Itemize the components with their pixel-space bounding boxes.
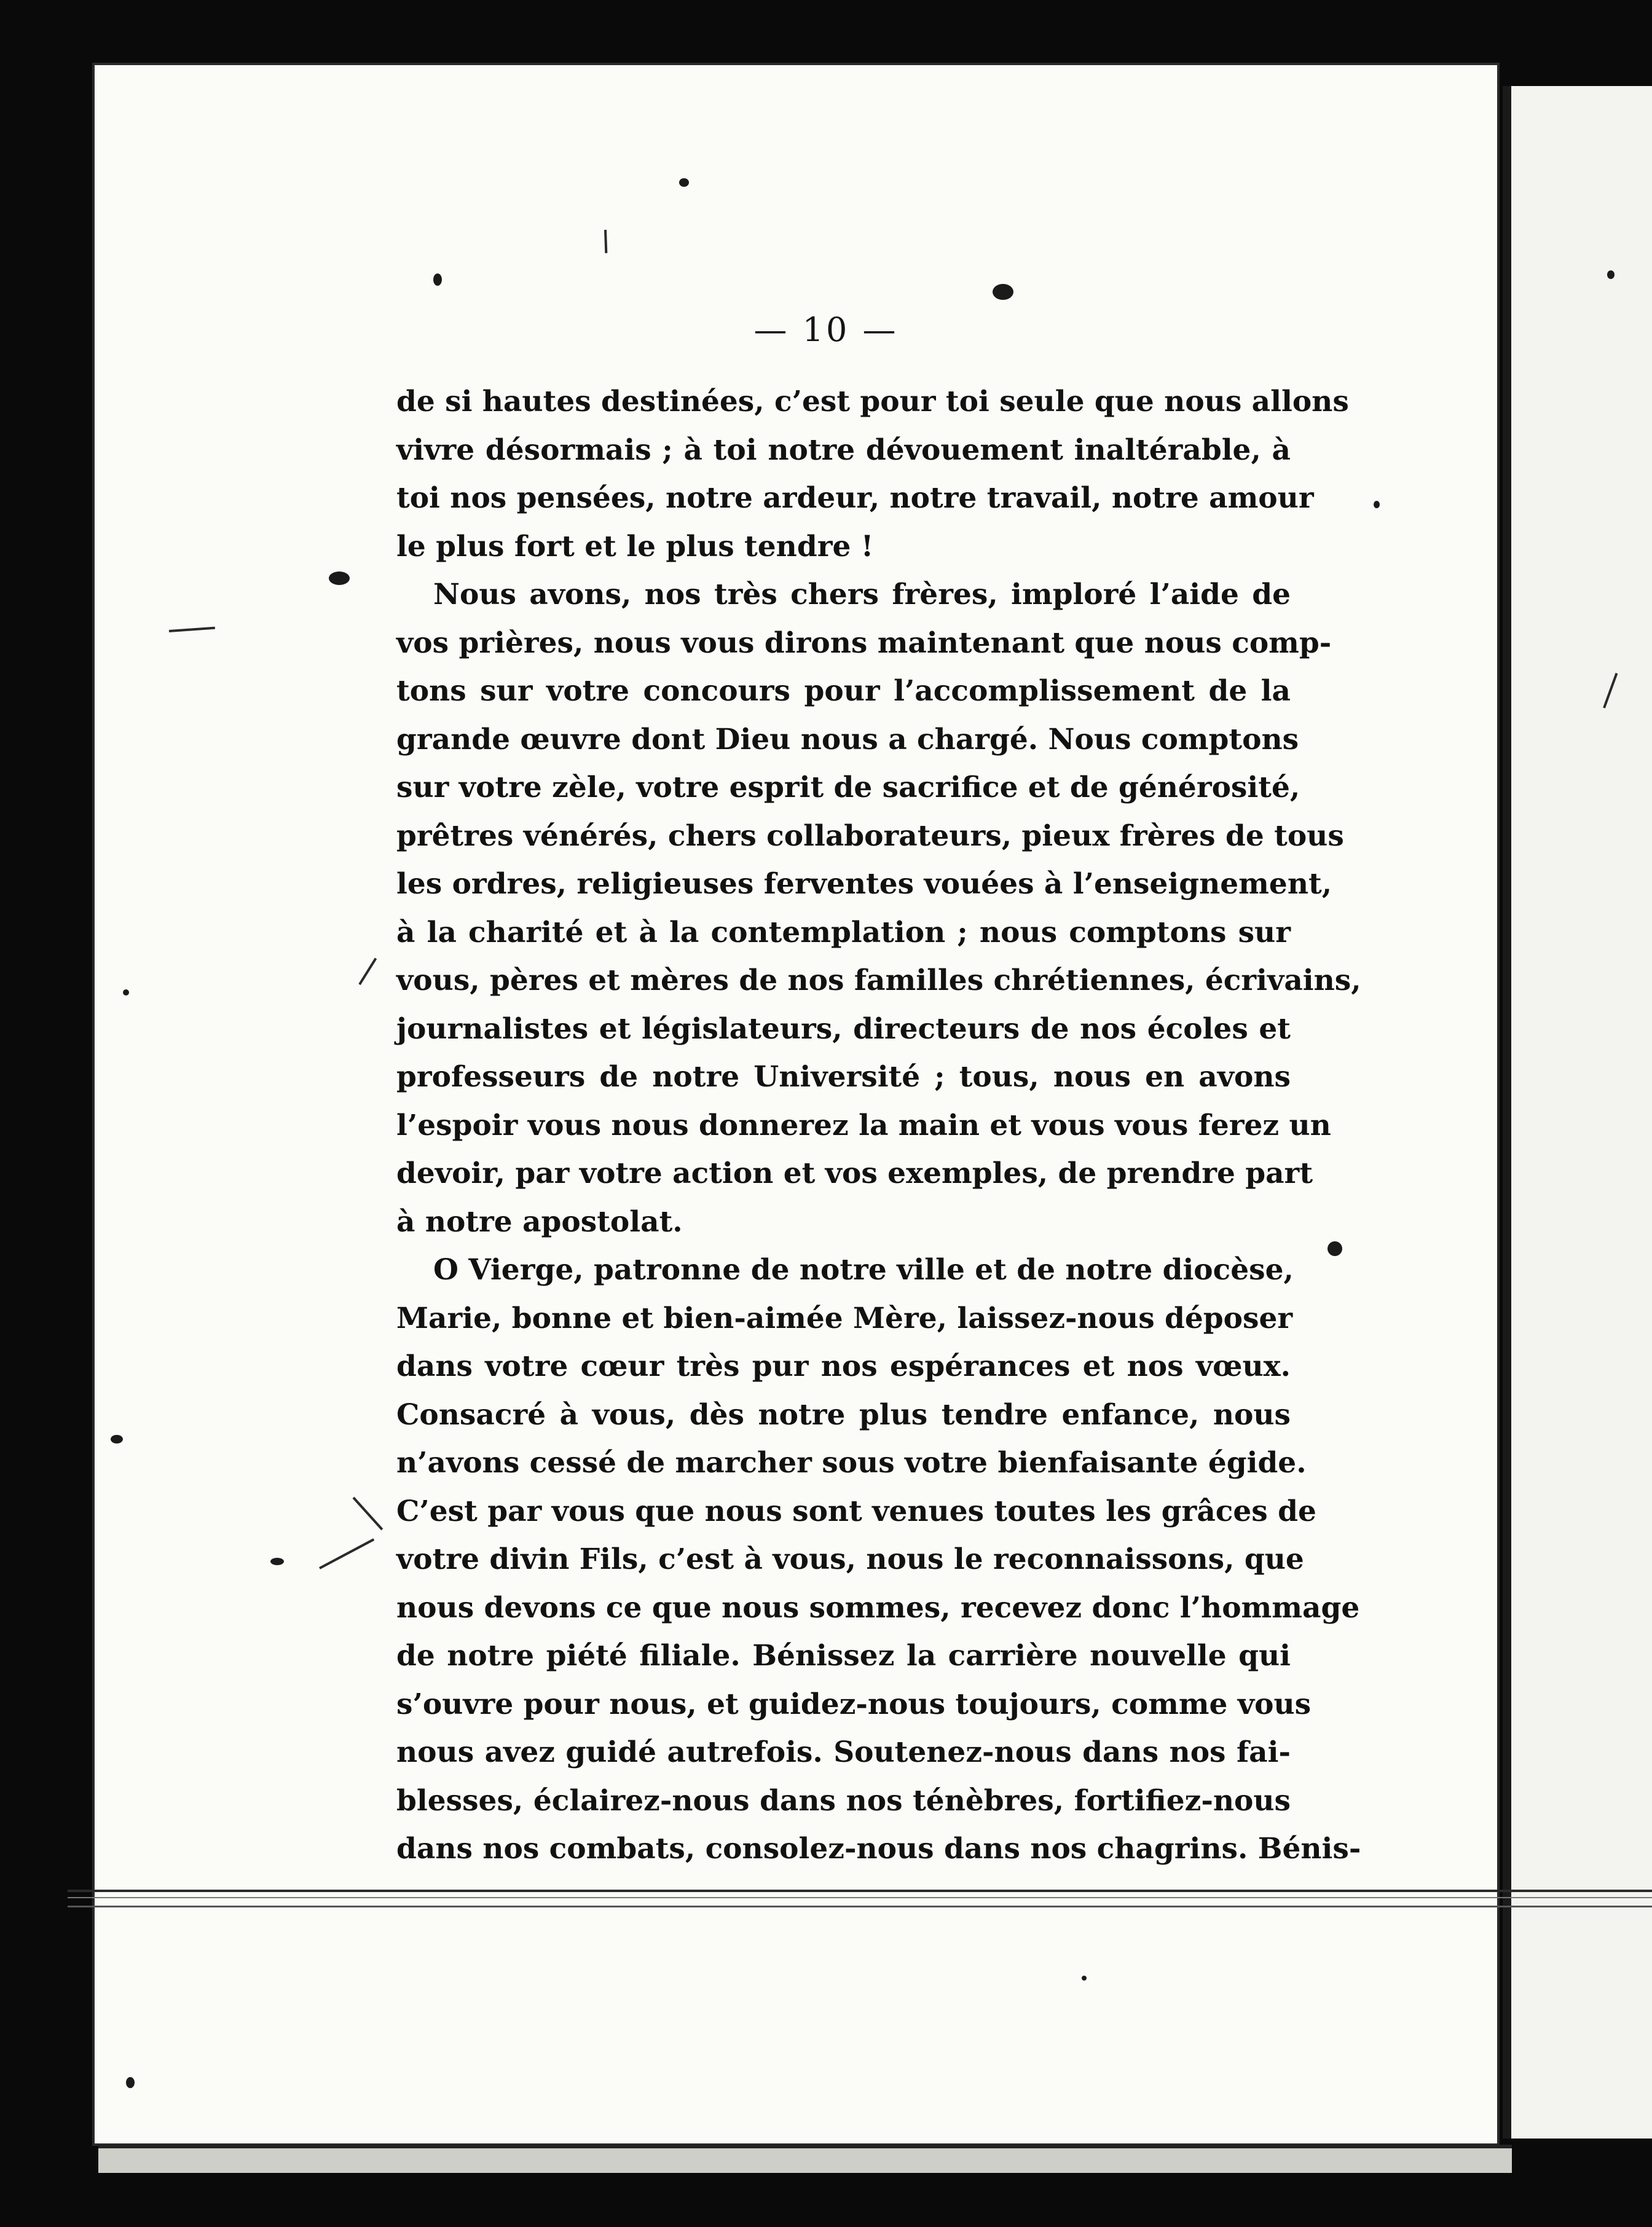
ink-speck <box>993 284 1013 300</box>
text-line: nous avez guidé autrefois. Soutenez-nous dans nos fai- <box>396 1735 1291 1769</box>
text-line: blesses, éclairez-nous dans nos ténèbres, fortifiez-nous <box>396 1783 1291 1818</box>
text-line: Nous avons, nos très chers frères, imploré l’aide de <box>433 578 1291 611</box>
text-line: O Vierge, patronne de notre ville et de notre diocèse, <box>433 1253 1294 1287</box>
text-line: de si hautes destinées, c’est pour toi seule que nous allons <box>396 385 1349 418</box>
text-line: devoir, par votre action et vos exemples, de prendre part <box>396 1157 1313 1190</box>
ink-speck <box>126 2077 135 2088</box>
ink-speck <box>329 571 350 585</box>
text-line: professeurs de notre Université ; tous, nous en avons <box>396 1060 1291 1094</box>
text-line: vivre désormais ; à toi notre dévouement inaltérable, à <box>396 433 1291 467</box>
text-line: sur votre zèle, votre esprit de sacrifice et de générosité, <box>396 771 1300 804</box>
ink-speck <box>1082 1976 1087 1981</box>
ink-speck <box>433 273 442 286</box>
page-number: — 10 — <box>753 310 899 349</box>
text-line: C’est par vous que nous sont venues toutes les grâces de <box>396 1494 1316 1528</box>
text-line: Marie, bonne et bien-aimée Mère, laissez-nous déposer <box>396 1301 1293 1335</box>
ink-speck <box>1328 1241 1342 1256</box>
text-line: nous devons ce que nous sommes, recevez donc l’hommage <box>396 1590 1360 1625</box>
adjacent-page-edge <box>1503 86 1652 2139</box>
text-line: s’ouvre pour nous, et guidez-nous toujours, comme vous <box>396 1687 1312 1721</box>
text-line: journalistes et législateurs, directeurs de nos écoles et <box>396 1011 1291 1046</box>
text-line: vous, pères et mères de nos familles chrétiennes, écrivains, <box>396 964 1361 997</box>
page-fold-line <box>68 1890 1652 1907</box>
ink-speck <box>111 1435 123 1443</box>
text-line: à notre apostolat. <box>396 1204 683 1239</box>
page-bottom-edge <box>98 2145 1512 2173</box>
page-body-text <box>396 378 1361 1874</box>
text-line: à la charité et à la contemplation ; nous comptons sur <box>396 915 1291 949</box>
text-line: dans votre cœur très pur nos espérances et nos vœux. <box>396 1349 1291 1383</box>
ink-speck <box>270 1558 284 1565</box>
text-line: n’avons cessé de marcher sous votre bienfaisante égide. <box>396 1446 1307 1480</box>
text-line: prêtres vénérés, chers collaborateurs, pieux frères de tous <box>396 819 1344 853</box>
text-line: tons sur votre concours pour l’accomplissement de la <box>396 674 1291 708</box>
text-line: Consacré à vous, dès notre plus tendre enfance, nous <box>396 1397 1291 1432</box>
text-line: l’espoir vous nous donnerez la main et vous vous ferez un <box>396 1108 1331 1142</box>
text-line: les ordres, religieuses ferventes vouées à l’enseignement, <box>396 867 1332 901</box>
text-line: toi nos pensées, notre ardeur, notre travail, notre amour <box>396 481 1314 515</box>
text-line: de notre piété filiale. Bénissez la carrière nouvelle qui <box>396 1639 1291 1673</box>
ink-speck <box>1374 501 1380 508</box>
text-line: grande œuvre dont Dieu nous a chargé. Nous comptons <box>396 722 1299 756</box>
text-line: dans nos combats, consolez-nous dans nos chagrins. Bénis- <box>396 1832 1361 1866</box>
ink-speck <box>679 178 689 187</box>
text-line: votre divin Fils, c’est à vous, nous le reconnaissons, que <box>396 1542 1304 1576</box>
ink-speck <box>1607 270 1615 279</box>
text-line: vos prières, nous vous dirons maintenant que nous comp- <box>396 626 1332 660</box>
text-line: le plus fort et le plus tendre ! <box>396 529 874 564</box>
ink-speck <box>123 989 129 996</box>
